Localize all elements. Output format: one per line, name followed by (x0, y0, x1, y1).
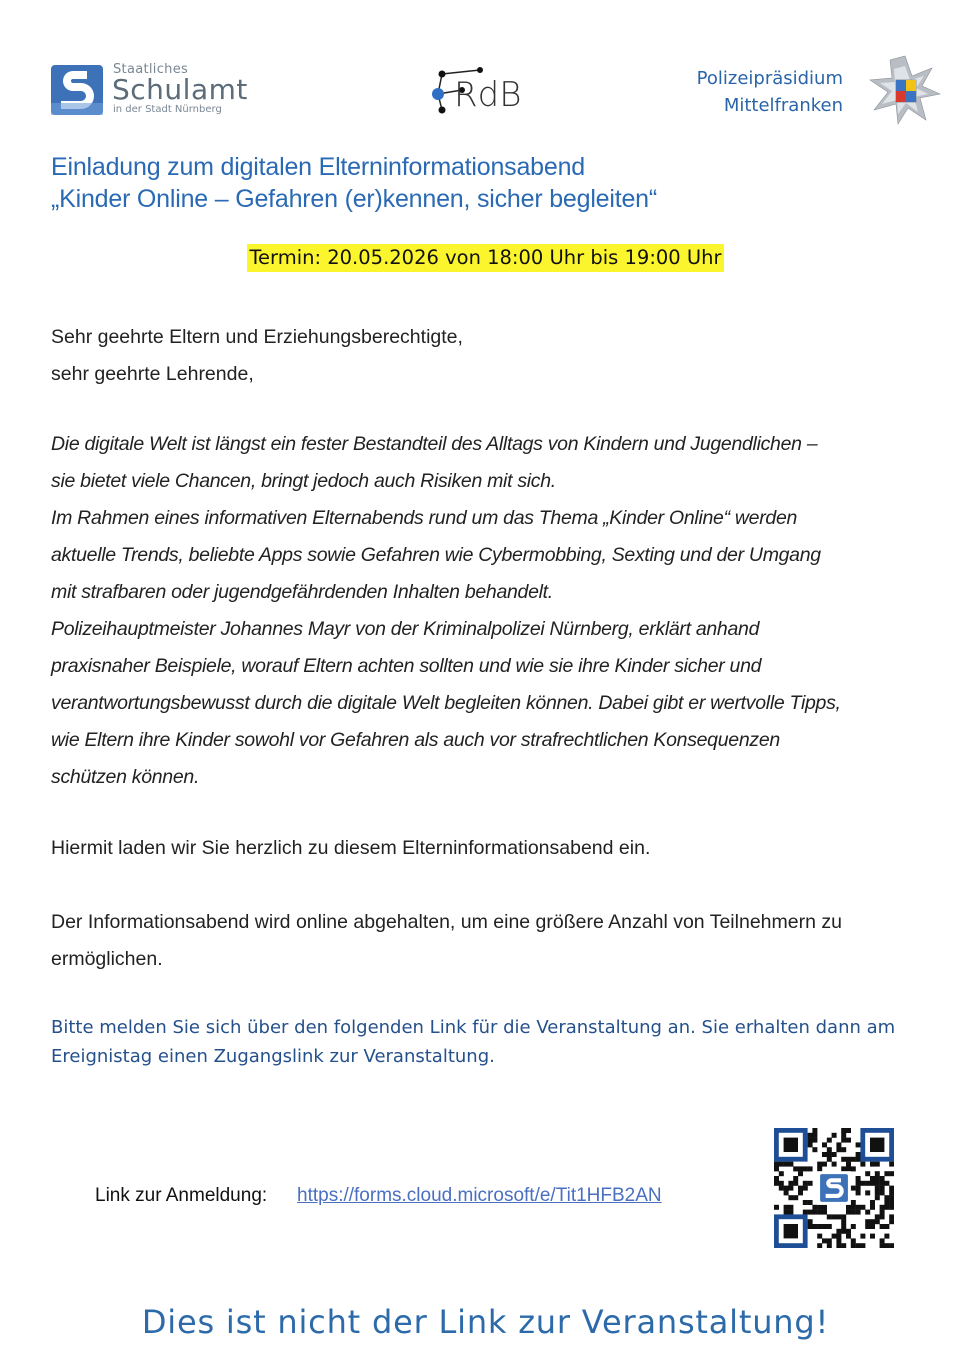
title-line2: „Kinder Online – Gefahren (er)kennen, sicher begleiten“ (51, 185, 658, 213)
termin-row (0, 244, 971, 272)
intro-line: wie Eltern ihre Kinder sowohl vor Gefahren als auch vor strafrechtlichen Konsequenzen (51, 729, 780, 751)
online-line2: ermöglichen. (51, 948, 163, 970)
title-line1: Einladung zum digitalen Elterninformationsabend (51, 153, 585, 181)
termin-highlight: Termin: 20.05.2026 von 18:00 Uhr bis 19:00 Uhr (247, 244, 723, 272)
salutation-line2: sehr geehrte Lehrende, (51, 363, 254, 385)
police-star-icon (868, 54, 942, 126)
rdb-logo (432, 66, 536, 118)
online-line1: Der Informationsabend wird online abgehalten, um eine größere Anzahl von Teilnehmern zu (51, 911, 842, 933)
schulamt-logo-icon (51, 65, 103, 115)
intro-paragraph (51, 426, 841, 796)
note-line1: Bitte melden Sie sich über den folgenden Link für die Veranstaltung an. Sie erhalten dann am (51, 1017, 896, 1038)
intro-line: sie bietet viele Chancen, bringt jedoch auch Risiken mit sich. (51, 470, 556, 492)
intro-line: verantwortungsbewusst durch die digitale Welt begleiten können. Dabei gibt er wertvolle Tipps, (51, 692, 841, 714)
online-info (51, 904, 931, 978)
intro-line: praxisnaher Beispiele, worauf Eltern achten sollten und wie sie ihre Kinder sicher und (51, 655, 762, 677)
police-name (697, 65, 843, 119)
registration-label: Link zur Anmeldung: (95, 1185, 268, 1206)
schulamt-logo (51, 62, 251, 118)
footer-warning: Dies ist nicht der Link zur Veranstaltung! (141, 1303, 830, 1341)
registration-note (51, 1013, 931, 1071)
qr-code-icon[interactable] (774, 1128, 894, 1248)
intro-line: Polizeihauptmeister Johannes Mayr von der Kriminalpolizei Nürnberg, erklärt anhand (51, 618, 760, 640)
schulamt-line3: in der Stadt Nürnberg (113, 104, 222, 115)
schulamt-line2: Schulamt (112, 73, 248, 106)
intro-line: Die digitale Welt ist längst ein fester Bestandteil des Alltags von Kindern und Jugendlichen – (51, 433, 818, 455)
note-line2: Ereignistag einen Zugangslink zur Veranstaltung. (51, 1046, 495, 1067)
page-title (51, 151, 657, 215)
invite-text: Hiermit laden wir Sie herzlich zu diesem Elterninformationsabend ein. (51, 837, 651, 859)
intro-line: Im Rahmen eines informativen Elternabends rund um das Thema „Kinder Online“ werden (51, 507, 798, 529)
police-line2: Mittelfranken (723, 95, 843, 116)
salutation-line1: Sehr geehrte Eltern und Erziehungsberechtigte, (51, 326, 463, 348)
salutation (51, 319, 463, 393)
intro-line: schützen können. (51, 766, 200, 788)
rdb-logo-text: RdB (454, 75, 522, 115)
schulamt-line1: Staatliches (113, 62, 189, 77)
police-line1: Polizeipräsidium (696, 68, 843, 89)
intro-line: aktuelle Trends, beliebte Apps sowie Gefahren wie Cybermobbing, Sexting und der Umgang (51, 544, 821, 566)
intro-line: mit strafbaren oder jugendgefährdenden Inhalten behandelt. (51, 581, 553, 603)
registration-link[interactable]: https://forms.cloud.microsoft/e/Tit1HFB2AN (297, 1185, 662, 1206)
